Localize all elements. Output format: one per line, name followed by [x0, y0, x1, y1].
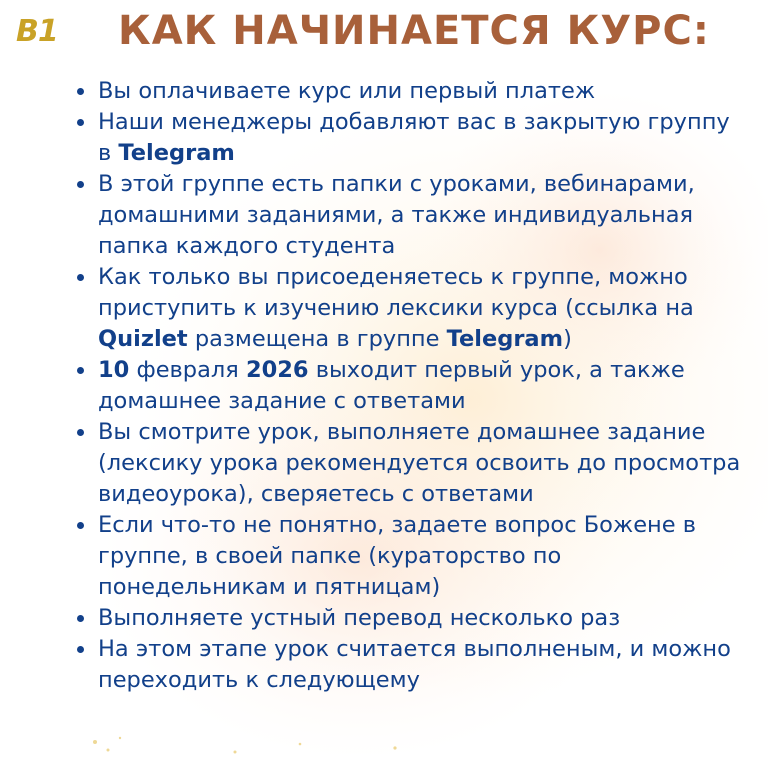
page-title: КАК НАЧИНАЕТСЯ КУРС: — [118, 8, 710, 54]
step-text: размещена в группе — [187, 326, 447, 352]
bullet-icon — [77, 119, 84, 126]
telegram-label: Telegram — [446, 326, 564, 352]
step-text: февраля — [129, 357, 246, 383]
bullet-icon — [77, 181, 84, 188]
list-item — [70, 169, 750, 262]
list-item — [70, 510, 750, 603]
step-text: выходит первый урок, а также домашнее задание с ответами — [98, 357, 685, 414]
list-item — [70, 603, 750, 634]
bullet-icon — [77, 429, 84, 436]
bullet-icon — [77, 367, 84, 374]
list-item — [70, 107, 750, 169]
step-text: Наши менеджеры добавляют вас в закрытую группу в — [98, 109, 730, 166]
step-text: Как только вы присоеденяетесь к группе, можно приступить к изучению лексики курса (ссылка на — [98, 264, 694, 321]
list-item — [70, 76, 750, 107]
step-text: Если что-то не понятно, задаете вопрос Божене в группе, в своей папке (кураторство по понедельникам и пятницам) — [98, 512, 696, 600]
step-text: Вы оплачиваете курс или первый платеж — [98, 78, 596, 104]
step-text: Вы смотрите урок, выполняете домашнее задание (лексику урока рекомендуется освоить до просмотра видеоурока), сверяетесь с ответами — [98, 419, 741, 507]
step-text: Выполняете устный перевод несколько раз — [98, 605, 621, 631]
level-badge: B1 — [16, 14, 58, 49]
bullet-icon — [77, 274, 84, 281]
step-text: В этой группе есть папки с уроками, вебинарами, домашними заданиями, а также индивидуальная папка каждого студента — [98, 171, 695, 259]
step-text: На этом этапе урок считается выполненым, и можно переходить к следующему — [98, 636, 731, 693]
bullet-icon — [77, 615, 84, 622]
list-item — [70, 355, 750, 417]
release-day: 10 — [98, 357, 130, 383]
quizlet-label: Quizlet — [98, 326, 188, 352]
step-text: ) — [563, 326, 572, 352]
list-item — [70, 262, 750, 355]
list-item — [70, 417, 750, 510]
bullet-icon — [77, 522, 84, 529]
steps-list — [70, 76, 750, 696]
release-year: 2026 — [245, 357, 309, 383]
list-item — [70, 634, 750, 696]
bullet-icon — [77, 88, 84, 95]
bullet-icon — [77, 646, 84, 653]
telegram-label: Telegram — [118, 140, 235, 166]
